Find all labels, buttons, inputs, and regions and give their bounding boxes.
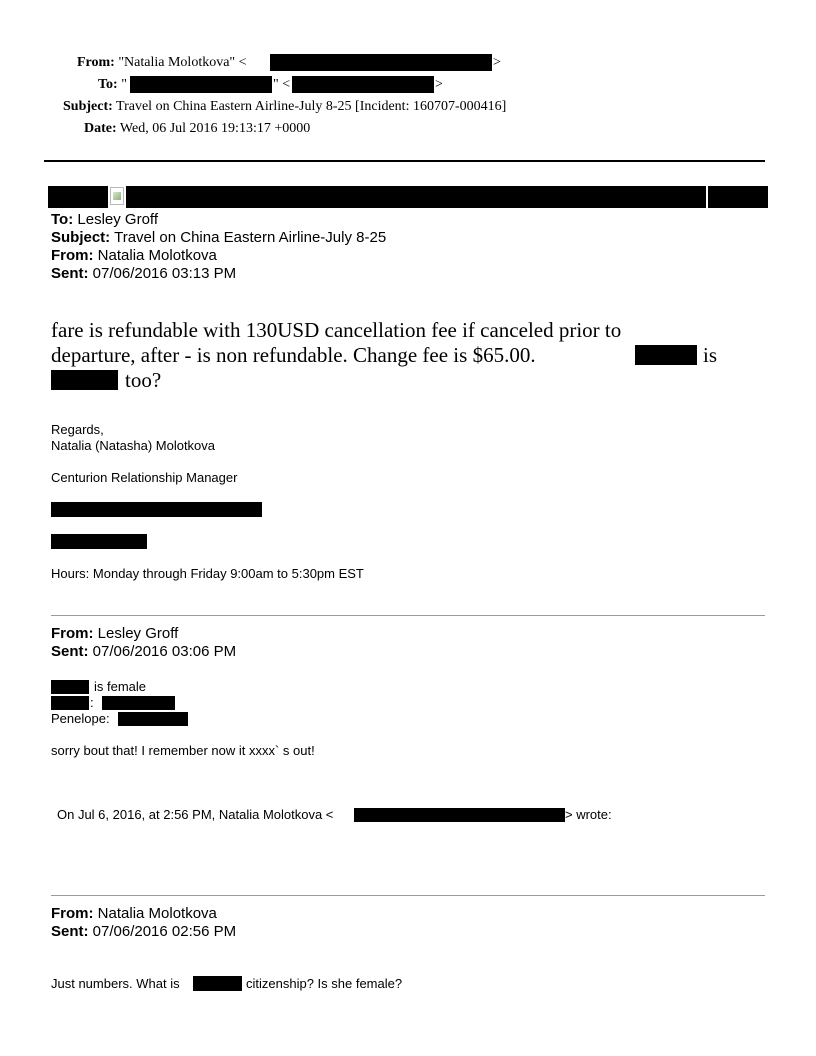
header-to-label: To: — [98, 77, 118, 92]
redaction-msg2-value-3 — [118, 712, 188, 726]
message1-from-row — [51, 247, 217, 265]
header-to-row — [98, 77, 127, 93]
broken-image-icon — [110, 187, 124, 205]
redaction-body-name-1 — [635, 345, 697, 365]
message1-sent-row — [51, 265, 236, 283]
message2-from-row — [51, 625, 178, 643]
header-from-label: From: — [77, 55, 115, 70]
message1-subject-row — [51, 229, 386, 247]
message1-signature-name: Natalia (Natasha) Molotkova — [51, 438, 216, 453]
message1-subject-value: Travel on China Eastern Airline-July 8-25 — [114, 229, 387, 246]
redaction-header-from-email — [270, 54, 492, 71]
message1-regards: Regards, — [51, 422, 104, 437]
redaction-header-to-name — [130, 76, 272, 93]
message1-hours: Hours: Monday through Friday 9:00am to 5:30pm EST — [51, 566, 364, 581]
redaction-signature-phone — [51, 534, 147, 549]
header-subject-label: Subject: — [63, 99, 113, 114]
header-from-row — [77, 55, 247, 71]
redaction-banner-left — [48, 186, 108, 208]
message2-quote-start: On Jul 6, 2016, at 2:56 PM, Natalia Molotkova < — [57, 807, 334, 822]
message3-from-value: Natalia Molotkova — [97, 905, 217, 922]
message3-body-end: citizenship? Is she female? — [246, 976, 403, 991]
message2-sent-value: 07/06/2016 03:06 PM — [92, 643, 237, 660]
message2-sent-row — [51, 643, 236, 661]
message3-sent-label: Sent: — [51, 923, 89, 940]
message3-sent-row — [51, 923, 236, 941]
redaction-signature-address — [51, 502, 262, 517]
message3-sent-value: 07/06/2016 02:56 PM — [92, 923, 237, 940]
message1-from-value: Natalia Molotkova — [97, 247, 217, 264]
message-divider-2 — [51, 895, 765, 896]
redaction-banner-main — [126, 186, 706, 208]
header-to-close: > — [435, 77, 443, 92]
header-divider — [44, 160, 765, 162]
redaction-msg2-name-1 — [51, 680, 89, 694]
message1-to-value: Lesley Groff — [77, 211, 158, 228]
message2-sent-label: Sent: — [51, 643, 89, 660]
redaction-quote-email — [354, 808, 565, 822]
message2-quote-end: > wrote: — [565, 807, 612, 822]
header-date-value: Wed, 06 Jul 2016 19:13:17 +0000 — [119, 121, 311, 136]
message1-to-row — [51, 211, 158, 229]
message1-body-line2: departure, after - is non refundable. Change fee is $65.00. — [51, 343, 536, 367]
header-from-close: > — [493, 55, 501, 70]
header-subject-row — [63, 99, 506, 115]
message1-sent-value: 07/06/2016 03:13 PM — [92, 265, 237, 282]
header-date-row — [84, 121, 310, 137]
message-divider-1 — [51, 615, 765, 616]
message2-body: sorry bout that! I remember now it xxxx` s out! — [51, 743, 315, 758]
message2-line2: : — [90, 695, 94, 710]
message1-signature-title: Centurion Relationship Manager — [51, 470, 238, 485]
message2-line1: is female — [94, 679, 147, 694]
message1-subject-label: Subject: — [51, 229, 111, 246]
redaction-body-name-2 — [51, 370, 118, 390]
message1-to-label: To: — [51, 211, 74, 228]
message1-body-line2-end: is — [703, 343, 718, 367]
redaction-msg3-name — [193, 976, 242, 991]
redaction-msg2-value-2 — [102, 696, 175, 710]
header-to-mid: " < — [273, 77, 291, 92]
message2-from-label: From: — [51, 625, 94, 642]
header-from-value: "Natalia Molotkova" < — [118, 55, 247, 70]
message2-line3: Penelope: — [51, 711, 110, 726]
message1-body-line3-end: too? — [125, 368, 162, 392]
message1-sent-label: Sent: — [51, 265, 89, 282]
header-date-label: Date: — [84, 121, 117, 136]
redaction-msg2-name-2 — [51, 696, 89, 710]
redaction-header-to-email — [292, 76, 434, 93]
header-to-open-quote: " — [121, 77, 127, 92]
message3-body-start: Just numbers. What is — [51, 976, 180, 991]
message2-from-value: Lesley Groff — [97, 625, 179, 642]
redaction-banner-right — [708, 186, 768, 208]
message1-from-label: From: — [51, 247, 94, 264]
message3-from-label: From: — [51, 905, 94, 922]
message1-body-line1: fare is refundable with 130USD cancellation fee if canceled prior to — [51, 318, 622, 342]
message3-from-row — [51, 905, 217, 923]
header-subject-value: Travel on China Eastern Airline-July 8-25 [Incident: 160707-000416] — [116, 99, 507, 114]
